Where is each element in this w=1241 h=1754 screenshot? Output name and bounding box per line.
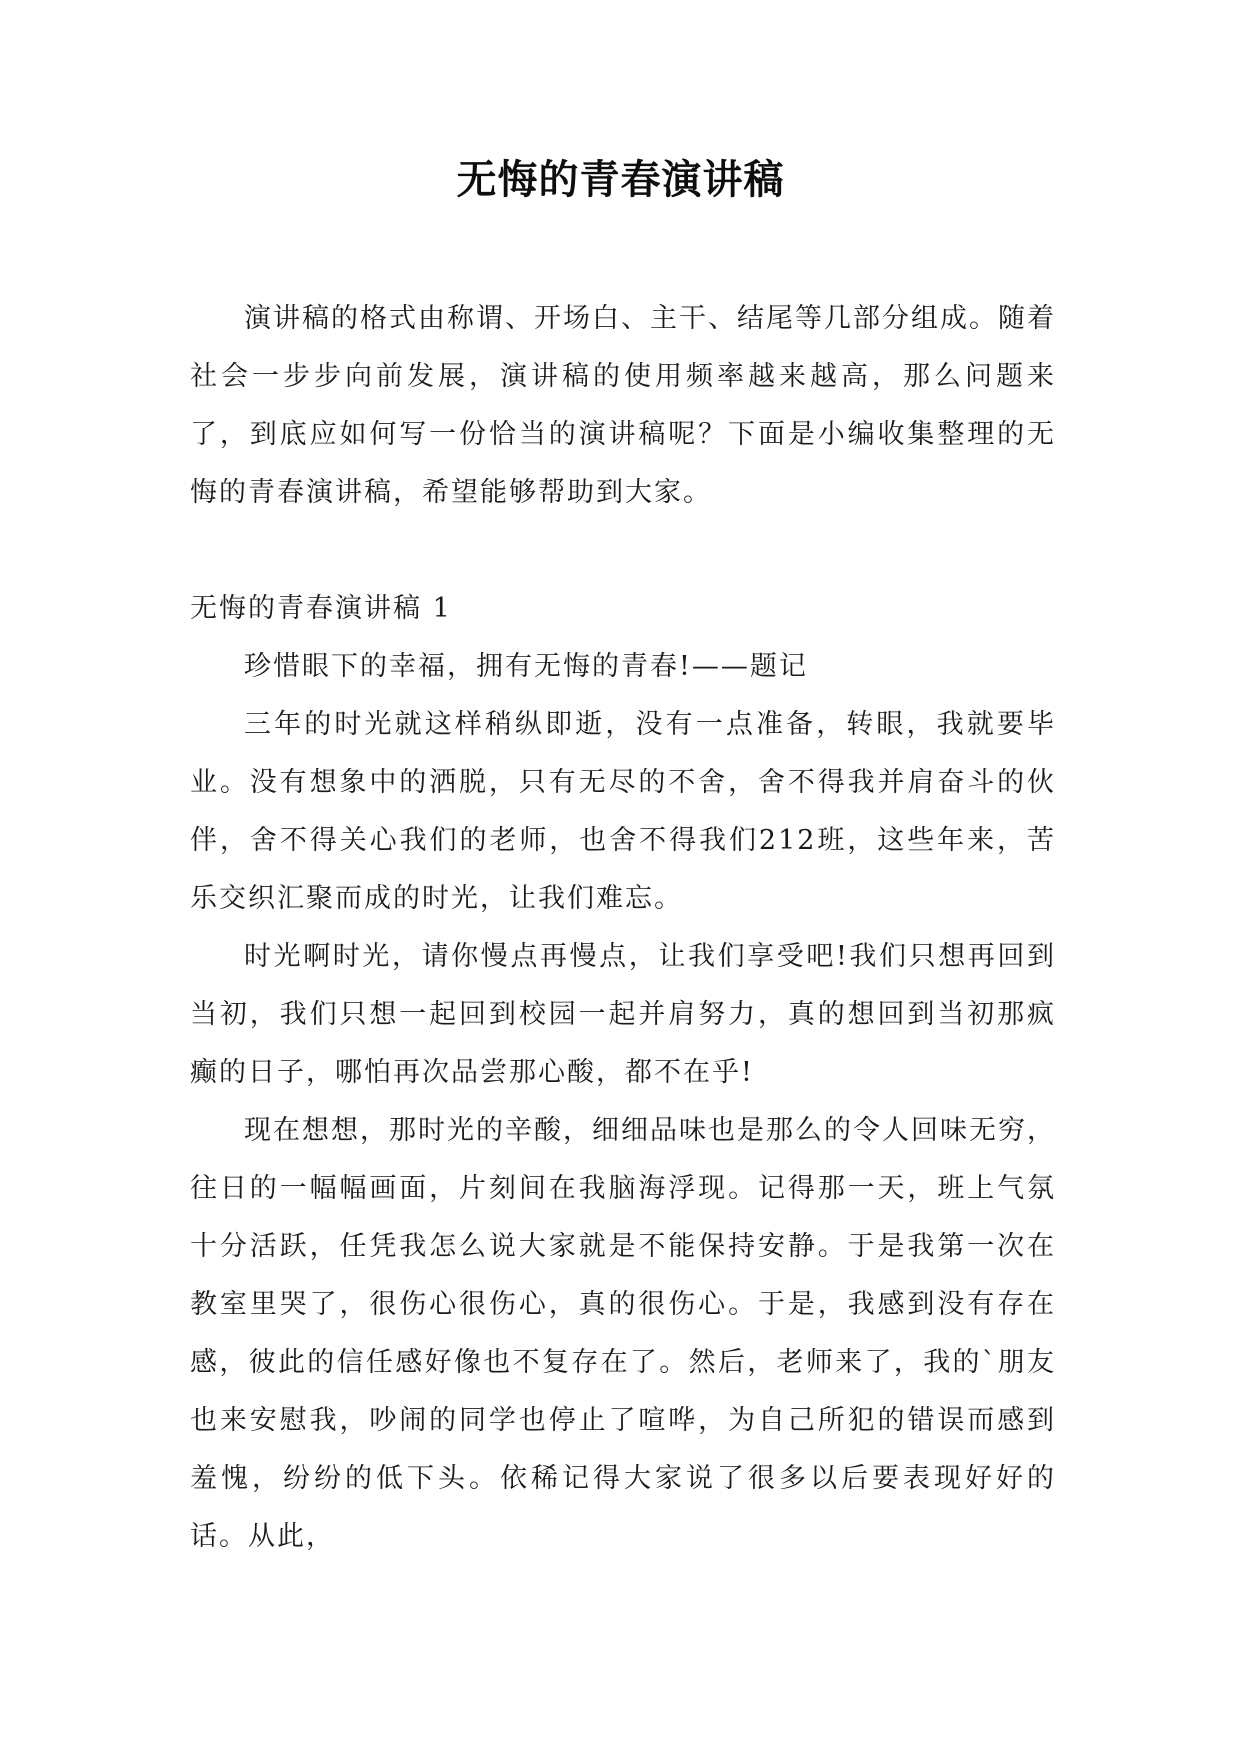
- epigraph-paragraph: 珍惜眼下的幸福，拥有无悔的青春!——题记: [244, 651, 808, 682]
- document-body: [190, 290, 1056, 1566]
- body-paragraph: 现在想想，那时光的辛酸，细细品味也是那么的令人回味无穷，往日的一幅幅画面，片刻间在我脑海浮现。记得那一天，班上气氛十分活跃，任凭我怎么说大家就是不能保持安静。于是我第一次在教室里哭了，很伤心很伤心，真的很伤心。于是，我感到没有存在感，彼此的信任感好像也不复存在了。然后，老师来了，我的`朋友也来安慰我，吵闹的同学也停止了喧哗，为自己所犯的错误而感到羞愧，纷纷的低下头。依稀记得大家说了很多以后要表现好好的话。从此，: [190, 1115, 1056, 1552]
- section-heading: 无悔的青春演讲稿 1: [190, 593, 452, 624]
- document-title: 无悔的青春演讲稿: [456, 157, 785, 203]
- body-paragraph: 时光啊时光，请你慢点再慢点，让我们享受吧!我们只想再回到当初，我们只想一起回到校园一起并肩努力，真的想回到当初那疯癫的日子，哪怕再次品尝那心酸，都不在乎!: [190, 941, 1056, 1088]
- intro-paragraph: 演讲稿的格式由称谓、开场白、主干、结尾等几部分组成。随着社会一步步向前发展，演讲稿的使用频率越来越高，那么问题来了，到底应如何写一份恰当的演讲稿呢？下面是小编收集整理的无悔的青春演讲稿，希望能够帮助到大家。: [190, 303, 1056, 508]
- body-paragraph: 三年的时光就这样稍纵即逝，没有一点准备，转眼，我就要毕业。没有想象中的洒脱，只有无尽的不舍，舍不得我并肩奋斗的伙伴，舍不得关心我们的老师，也舍不得我们212班，这些年来，苦乐交织汇聚而成的时光，让我们难忘。: [190, 709, 1056, 914]
